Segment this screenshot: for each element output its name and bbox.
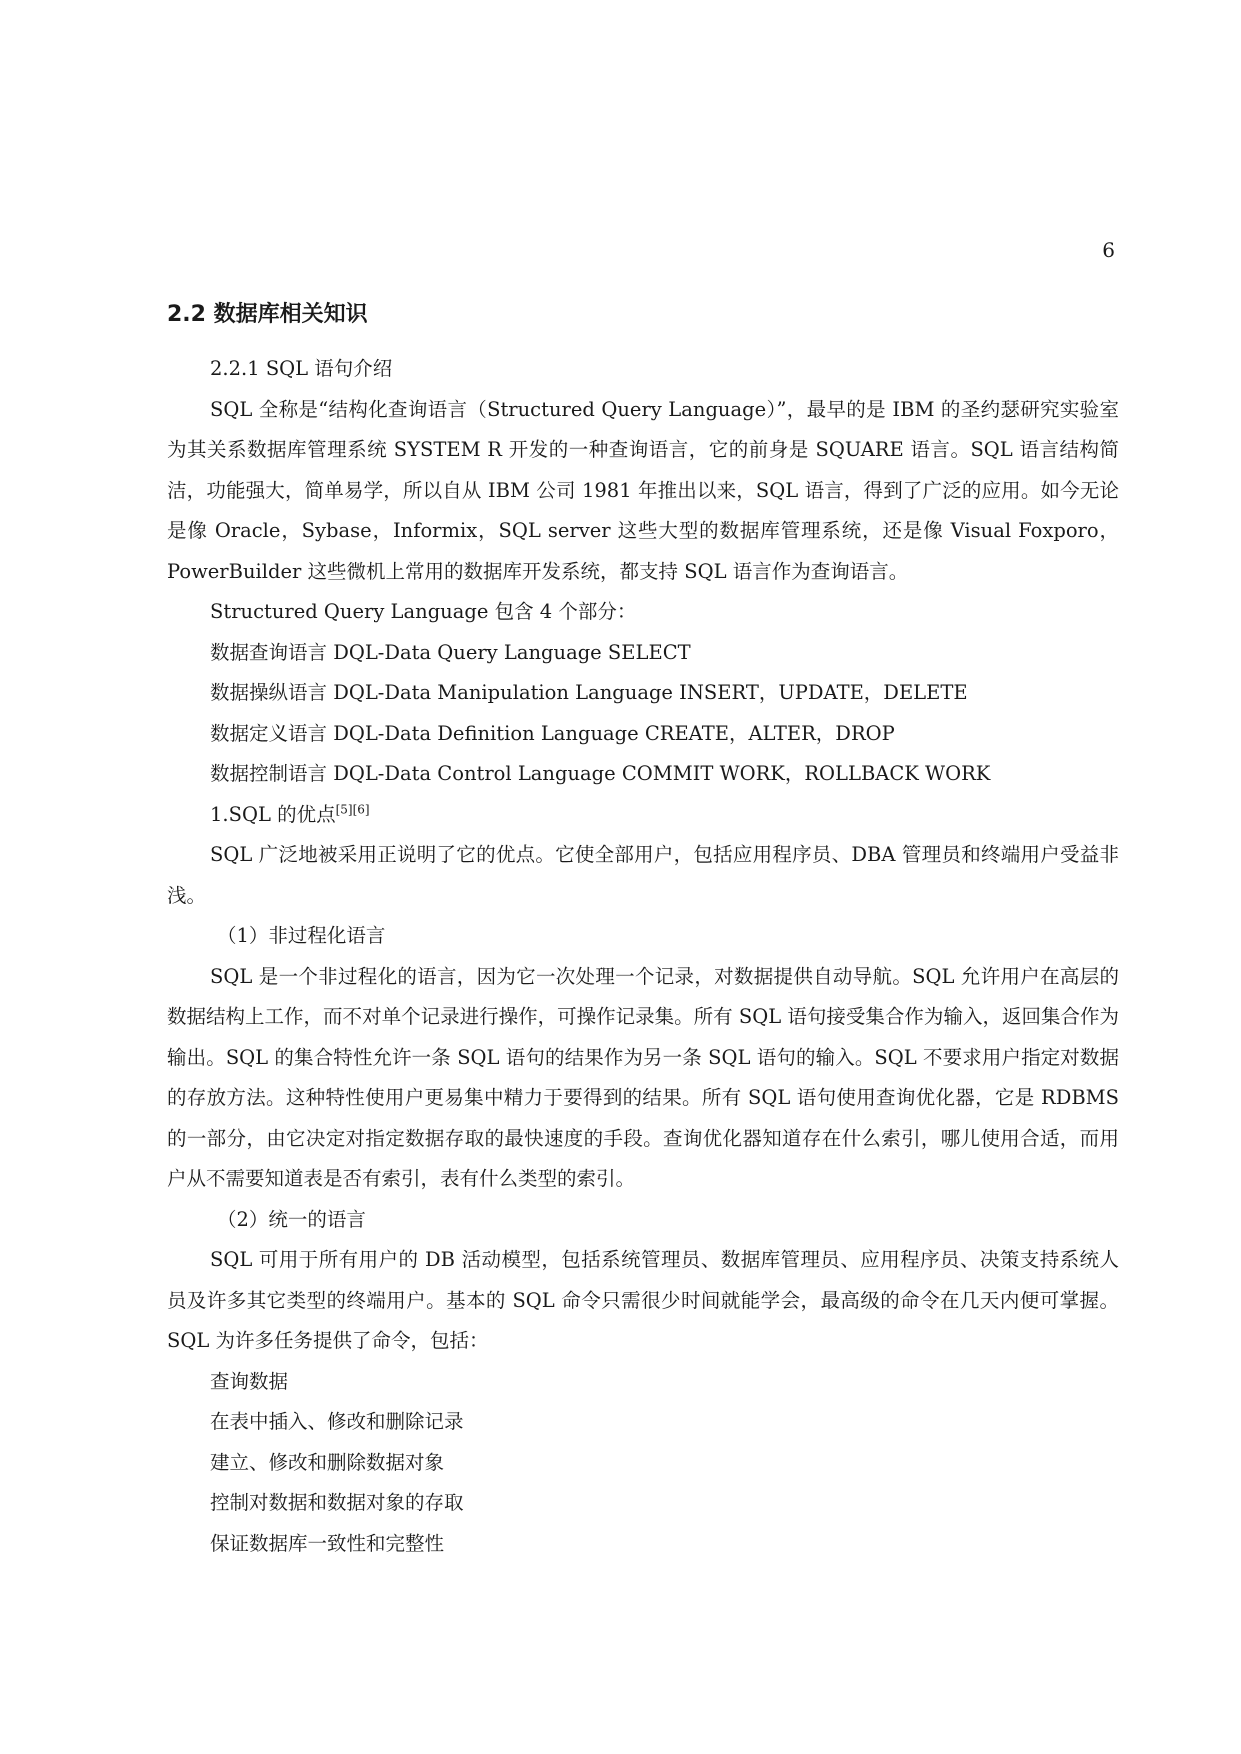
point-heading: （1）非过程化语言 <box>217 924 386 947</box>
list-item: 查询数据 <box>210 1369 289 1393</box>
citation: [5][6] <box>335 802 370 816</box>
advantages-heading-text: 1.SQL 的优点 <box>210 802 336 826</box>
list-item: 保证数据库一致性和完整性 <box>210 1531 445 1555</box>
list-item: 数据查询语言 DQL-Data Query Language SELECT <box>210 640 691 664</box>
document-body <box>167 298 1119 1564</box>
page-number: 6 <box>1102 238 1115 262</box>
list-item: 数据定义语言 DQL-Data Definition Language CREATE，ALTER，DROP <box>210 721 895 745</box>
subsection-title: 2.2.1 SQL 语句介绍 <box>210 357 393 380</box>
list-item: 数据操纵语言 DQL-Data Manipulation Language INSERT，UPDATE，DELETE <box>210 681 968 704</box>
advantages-paragraph: SQL 广泛地被采用正说明了它的优点。它使全部用户，包括应用程序员、DBA 管理员和终端用户受益非浅。 <box>167 843 1119 907</box>
list-item: 数据控制语言 DQL-Data Control Language COMMIT WORK，ROLLBACK WORK <box>210 762 991 785</box>
list-item: 建立、修改和删除数据对象 <box>210 1450 445 1474</box>
intro-paragraph: SQL 全称是“结构化查询语言（Structured Query Language）”，最早的是 IBM 的圣约瑟研究实验室为其关系数据库管理系统 SYSTEM R 开发的一种查询语言，它的前身是 SQUARE 语言。SQL 语言结构简洁，功能强大，简单易学，所以自从 IBM 公司 1981 年推出以来，SQL 语言，得到了广泛的应用。如今无论是像 Oracle，Sybase，Informix，SQL server 这些大型的数据库管理系统，还是像 Visual Foxporo，PowerBuilder 这些微机上常用的数据库开发系统，都支持 SQL 语言作为查询语言。 <box>167 397 1119 583</box>
section-title: 2.2 数据库相关知识 <box>167 302 368 327</box>
advantages-heading <box>167 795 1119 836</box>
point2-paragraph: SQL 可用于所有用户的 DB 活动模型，包括系统管理员、数据库管理员、应用程序员、决策支持系统人员及许多其它类型的终端用户。基本的 SQL 命令只需很少时间就能学会，最高级的命令在几天内便可掌握。SQL 为许多任务提供了命令，包括： <box>167 1248 1119 1352</box>
point-heading: （2）统一的语言 <box>217 1207 366 1231</box>
list-item: 在表中插入、修改和删除记录 <box>210 1410 464 1433</box>
parts-intro: Structured Query Language 包含 4 个部分： <box>210 600 637 623</box>
list-item: 控制对数据和数据对象的存取 <box>210 1491 464 1514</box>
point1-paragraph: SQL 是一个非过程化的语言，因为它一次处理一个记录，对数据提供自动导航。SQL 允许用户在高层的数据结构上工作，而不对单个记录进行操作，可操作记录集。所有 SQL 语句接受集合作为输入，返回集合作为输出。SQL 的集合特性允许一条 SQL 语句的结果作为另一条 SQL 语句的输入。SQL 不要求用户指定对数据的存放方法。这种特性使用户更易集中精力于要得到的结果。所有 SQL 语句使用查询优化器，它是 RDBMS 的一部分，由它决定对指定数据存取的最快速度的手段。查询优化器知道存在什么索引，哪儿使用合适，而用户从不需要知道表是否有索引，表有什么类型的索引。 <box>167 964 1119 1190</box>
